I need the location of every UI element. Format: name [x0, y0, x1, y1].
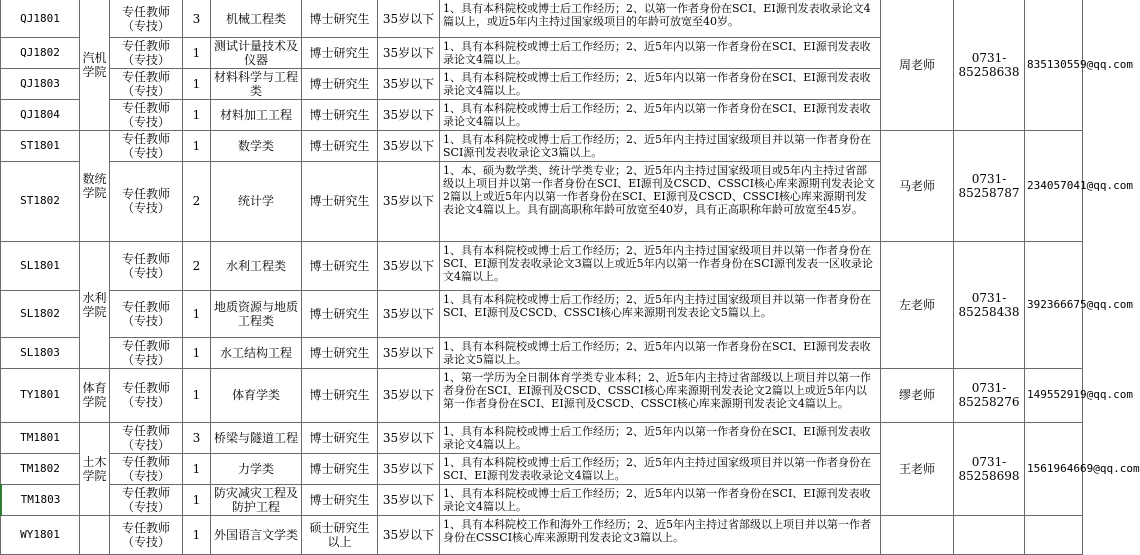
age-limit: 35岁以下 [378, 368, 440, 422]
position-code: TY1801 [1, 368, 80, 422]
contact-person: 马老师 [881, 131, 954, 242]
college-name: 土木学院 [80, 422, 110, 515]
requirements: 1、具有本科院校或博士后工作经历；2、近5年内主持过国家级项目并以第一作者身份在SCI、EI源刊发表收录论文3篇以上或近5年内以第一作者身份在SCI源刊发表一区收录论文4篇以上。 [440, 241, 881, 290]
position-type: 专任教师（专技） [110, 368, 183, 422]
headcount: 2 [183, 161, 211, 241]
headcount: 1 [183, 515, 211, 554]
contact-email: 835130559@qq.com [1025, 0, 1083, 131]
age-limit: 35岁以下 [378, 515, 440, 554]
position-code: QJ1802 [1, 38, 80, 69]
position-type: 专任教师（专技） [110, 453, 183, 484]
age-limit: 35岁以下 [378, 337, 440, 368]
requirements: 1、第一学历为全日制体育学类专业本科；2、近5年内主持过省部级以上项目并以第一作者身份在SCI、EI源刊及CSCD、CSSCI核心库来源期刊发表论文2篇以上或近5年内以第一作者身份在SCI、EI源刊及CSCD、CSSCI核心库来源期刊发表论文4篇以上。 [440, 368, 881, 422]
degree: 博士研究生 [302, 453, 378, 484]
major: 材料加工工程 [211, 100, 302, 131]
requirements: 1、具有本科院校或博士后工作经历；2、近5年内主持过国家级项目并以第一作者身份在SCI、EI源刊及CSCD、CSSCI核心库来源期刊发表论文5篇以上。 [440, 290, 881, 337]
major: 测试计量技术及仪器 [211, 38, 302, 69]
college-name: 汽机学院 [80, 0, 110, 131]
age-limit: 35岁以下 [378, 290, 440, 337]
position-code: SL1801 [1, 241, 80, 290]
college-name: 体育学院 [80, 368, 110, 422]
requirements: 1、具有本科院校工作和海外工作经历；2、近5年内主持过省部级以上项目并以第一作者身份在CSSCI核心库来源期刊发表论文3篇以上。 [440, 515, 881, 554]
age-limit: 35岁以下 [378, 100, 440, 131]
position-code: TM1803 [1, 484, 80, 515]
position-type: 专任教师（专技） [110, 422, 183, 453]
requirements: 1、具有本科院校或博士后工作经历；2、近5年内以第一作者身份在SCI、EI源刊发表收录论文4篇以上。 [440, 484, 881, 515]
position-type: 专任教师（专技） [110, 484, 183, 515]
contact-email: 234057041@qq.com [1025, 131, 1083, 242]
requirements: 1、具有本科院校或博士后工作经历；2、近5年内以第一作者身份在SCI、EI源刊发表收录论文4篇以上。 [440, 422, 881, 453]
age-limit: 35岁以下 [378, 161, 440, 241]
position-type: 专任教师（专技） [110, 515, 183, 554]
position-type: 专任教师（专技） [110, 38, 183, 69]
major: 统计学 [211, 161, 302, 241]
headcount: 1 [183, 337, 211, 368]
contact-phone [954, 515, 1025, 554]
age-limit: 35岁以下 [378, 453, 440, 484]
major: 水利工程类 [211, 241, 302, 290]
requirements: 1、具有本科院校或博士后工作经历；2、近5年内主持过国家级项目并以第一作者身份在SCI源刊发表收录论文3篇以上。 [440, 131, 881, 162]
headcount: 1 [183, 131, 211, 162]
age-limit: 35岁以下 [378, 0, 440, 38]
degree: 博士研究生 [302, 0, 378, 38]
degree: 博士研究生 [302, 100, 378, 131]
headcount: 1 [183, 453, 211, 484]
position-type: 专任教师（专技） [110, 337, 183, 368]
headcount: 1 [183, 290, 211, 337]
requirements: 1、具有本科院校或博士后工作经历；2、近5年内主持过国家级项目并以第一作者身份在SCI、EI源刊发表收录论文4篇以上。 [440, 453, 881, 484]
age-limit: 35岁以下 [378, 422, 440, 453]
major: 材料科学与工程类 [211, 69, 302, 100]
contact-person: 周老师 [881, 0, 954, 131]
requirements: 1、具有本科院校或博士后工作经历；2、近5年内以第一作者身份在SCI、EI源刊发表收录论文4篇以上。 [440, 69, 881, 100]
age-limit: 35岁以下 [378, 131, 440, 162]
contact-phone: 0731-85258787 [954, 131, 1025, 242]
position-type: 专任教师（专技） [110, 290, 183, 337]
contact-email: 1561964669@qq.com [1025, 422, 1083, 515]
table-row [1, 0, 1083, 38]
contact-person: 缪老师 [881, 368, 954, 422]
position-code: QJ1804 [1, 100, 80, 131]
headcount: 1 [183, 38, 211, 69]
age-limit: 35岁以下 [378, 241, 440, 290]
contact-email: 392366675@qq.com [1025, 241, 1083, 368]
table-row [1, 515, 1083, 554]
position-type: 专任教师（专技） [110, 161, 183, 241]
contact-email [1025, 515, 1083, 554]
contact-phone: 0731-85258438 [954, 241, 1025, 368]
degree: 博士研究生 [302, 38, 378, 69]
headcount: 3 [183, 422, 211, 453]
contact-person [881, 515, 954, 554]
major: 桥梁与隧道工程 [211, 422, 302, 453]
headcount: 1 [183, 100, 211, 131]
degree: 博士研究生 [302, 484, 378, 515]
requirements: 1、具有本科院校或博士后工作经历；2、近5年内以第一作者身份在SCI、EI源刊发表收录论文4篇以上。 [440, 38, 881, 69]
table-row [1, 131, 1083, 162]
major: 力学类 [211, 453, 302, 484]
table-row [1, 368, 1083, 422]
position-code: SL1803 [1, 337, 80, 368]
contact-person: 左老师 [881, 241, 954, 368]
college-name [80, 515, 110, 554]
position-code: QJ1803 [1, 69, 80, 100]
degree: 博士研究生 [302, 368, 378, 422]
age-limit: 35岁以下 [378, 484, 440, 515]
age-limit: 35岁以下 [378, 38, 440, 69]
major: 水工结构工程 [211, 337, 302, 368]
degree: 博士研究生 [302, 290, 378, 337]
degree: 博士研究生 [302, 131, 378, 162]
position-code: TM1802 [1, 453, 80, 484]
college-name: 数统学院 [80, 131, 110, 242]
degree: 硕士研究生以上 [302, 515, 378, 554]
major: 机械工程类 [211, 0, 302, 38]
position-type: 专任教师（专技） [110, 69, 183, 100]
headcount: 1 [183, 368, 211, 422]
contact-email: 149552919@qq.com [1025, 368, 1083, 422]
headcount: 1 [183, 484, 211, 515]
age-limit: 35岁以下 [378, 69, 440, 100]
position-type: 专任教师（专技） [110, 100, 183, 131]
requirements: 1、本、硕为数学类、统计学类专业；2、近5年内主持过国家级项目或5年内主持过省部级以上项目并以第一作者身份在SCI、EI源刊及CSCD、CSSCI核心库来源期刊发表论文2篇以上或近5年内以第一作者身份在SCI、EI源刊及CSCD、CSSCI核心库来源期刊发表论文4篇以上。具有副高职称年龄可放宽至40岁，具有正高职称年龄可放宽至45岁。 [440, 161, 881, 241]
degree: 博士研究生 [302, 161, 378, 241]
degree: 博士研究生 [302, 241, 378, 290]
contact-person: 王老师 [881, 422, 954, 515]
position-code: ST1801 [1, 131, 80, 162]
position-code: WY1801 [1, 515, 80, 554]
table-row [1, 422, 1083, 453]
headcount: 1 [183, 69, 211, 100]
requirements: 1、具有本科院校或博士后工作经历；2、近5年内以第一作者身份在SCI、EI源刊发表收录论文5篇以上。 [440, 337, 881, 368]
contact-phone: 0731-85258698 [954, 422, 1025, 515]
degree: 博士研究生 [302, 422, 378, 453]
requirements: 1、具有本科院校或博士后工作经历；2、近5年内以第一作者身份在SCI、EI源刊发表收录论文4篇以上。 [440, 100, 881, 131]
headcount: 3 [183, 0, 211, 38]
contact-phone: 0731-85258276 [954, 368, 1025, 422]
college-name: 水利学院 [80, 241, 110, 368]
major: 体育学类 [211, 368, 302, 422]
major: 防灾减灾工程及防护工程 [211, 484, 302, 515]
table-row [1, 241, 1083, 290]
headcount: 2 [183, 241, 211, 290]
major: 外国语言文学类 [211, 515, 302, 554]
contact-phone: 0731-85258638 [954, 0, 1025, 131]
position-code: ST1802 [1, 161, 80, 241]
degree: 博士研究生 [302, 69, 378, 100]
requirements: 1、具有本科院校或博士后工作经历；2、以第一作者身份在SCI、EI源刊发表收录论文4篇以上，或近5年内主持过国家级项目的年龄可放宽至40岁。 [440, 0, 881, 38]
degree: 博士研究生 [302, 337, 378, 368]
position-type: 专任教师（专技） [110, 0, 183, 38]
major: 数学类 [211, 131, 302, 162]
position-type: 专任教师（专技） [110, 131, 183, 162]
position-code: QJ1801 [1, 0, 80, 38]
major: 地质资源与地质工程类 [211, 290, 302, 337]
position-code: TM1801 [1, 422, 80, 453]
position-code: SL1802 [1, 290, 80, 337]
position-type: 专任教师（专技） [110, 241, 183, 290]
